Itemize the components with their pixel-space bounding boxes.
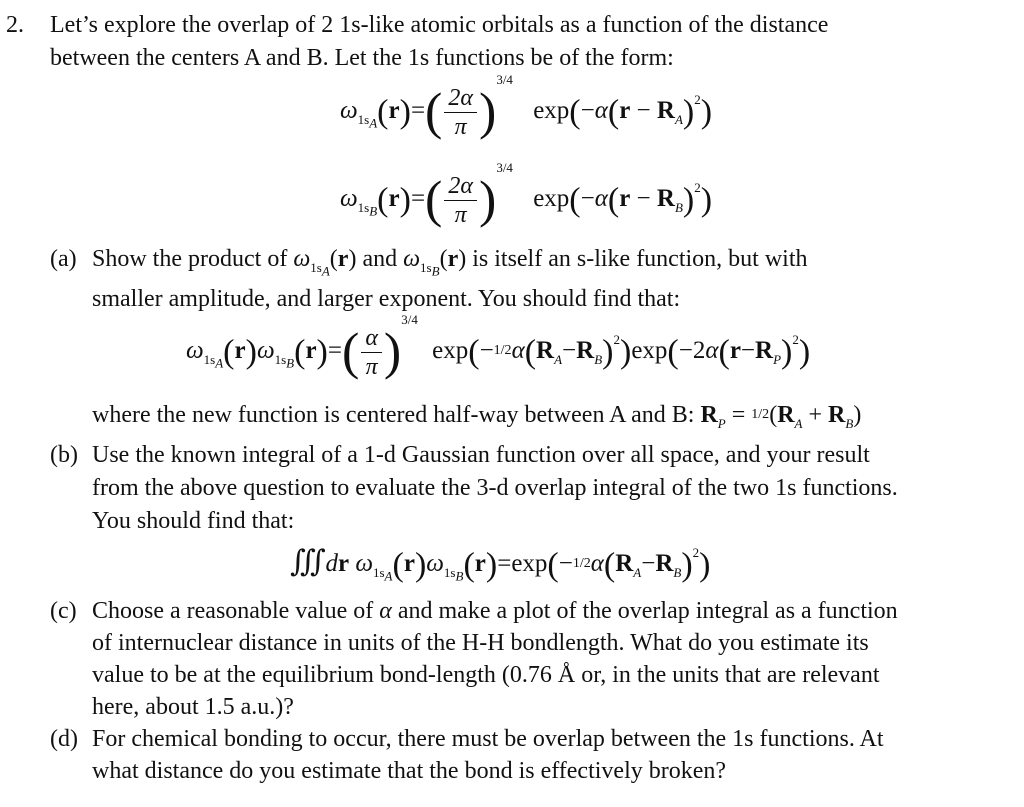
part-a-label: (a) xyxy=(50,246,77,272)
intro-line-1: Let’s explore the overlap of 2 1s-like atomic orbitals as a function of the distance xyxy=(50,12,829,38)
triple-integral-symbol: ∭ xyxy=(290,545,326,578)
part-d-line-2: what distance do you estimate that the bond is effectively broken? xyxy=(92,758,727,784)
part-c-line-3: value to be at the equilibrium bond-length (0.76 Å or, in the units that are relevant xyxy=(92,662,880,688)
part-d-line-1: For chemical bonding to occur, there must be overlap between the 1s functions. At xyxy=(92,726,884,752)
part-c-line-4: here, about 1.5 a.u.)? xyxy=(92,694,294,720)
part-b-line-1: Use the known integral of a 1-d Gaussian function over all space, and your result xyxy=(92,442,870,468)
part-d-label: (d) xyxy=(50,726,78,752)
part-a-line-2: smaller amplitude, and larger exponent. You should find that: xyxy=(92,286,681,312)
part-a-line-3: where the new function is centered half-way between A and B: $R_P = 1/2(R_A + R_B)$ xyxy=(92,402,862,431)
fraction-alpha-pi: $\frac{\alpha}{\pi}$ xyxy=(361,324,382,381)
part-c-line-2: of internuclear distance in units of the H-H bondlength. What do you estimate its xyxy=(92,630,869,656)
equation-product: $\omega_{1s_A}(r)\omega_{1s_B}(r)=$( $\frac{\alpha}{\pi}$ )$^{3/4}$ $\exp(-1/2\alpha(R_A-R_B)^2)\exp(-2\alpha(r-R_P)^2)$ xyxy=(186,312,811,381)
problem-number: 2. xyxy=(6,12,24,38)
equation-omega-a: $\omega_{1s_A}(r)=$( $\frac{2\alpha}{\pi}$ )$^{3/4}$ $\exp(-\alpha(r - R_A)^2)$ xyxy=(340,72,713,141)
part-b-line-2: from the above question to evaluate the 3-d overlap integral of the two 1s functions. xyxy=(92,475,898,501)
part-c-line-1: Choose a reasonable value of α and make a plot of the overlap integral as a function xyxy=(92,598,898,624)
fraction-2alpha-pi-b: $\frac{2\alpha}{\pi}$ xyxy=(444,172,477,229)
part-b-label: (b) xyxy=(50,442,78,468)
part-a-line-1: Show the product of $\omega_{1s_A}(r)$ and $\omega_{1s_B}(r)$ is itself an s-like function, but with xyxy=(92,246,808,279)
omega-symbol: ω xyxy=(340,97,358,124)
equation-omega-b: $\omega_{1s_B}(r)=$( $\frac{2\alpha}{\pi}$ )$^{3/4}$ $\exp(-\alpha(r - R_B)^2)$ xyxy=(340,160,713,229)
fraction-2alpha-pi: $\frac{2\alpha}{\pi}$ xyxy=(444,84,477,141)
part-b-line-3: You should find that: xyxy=(92,508,295,534)
equation-integral: ∭dr $\omega_{1s_A}(r)\omega_{1s_B}(r)=\exp(-1/2\alpha(R_A-R_B)^2)$ xyxy=(290,545,711,584)
part-c-label: (c) xyxy=(50,598,77,624)
intro-line-2: between the centers A and B. Let the 1s functions be of the form: xyxy=(50,45,674,71)
